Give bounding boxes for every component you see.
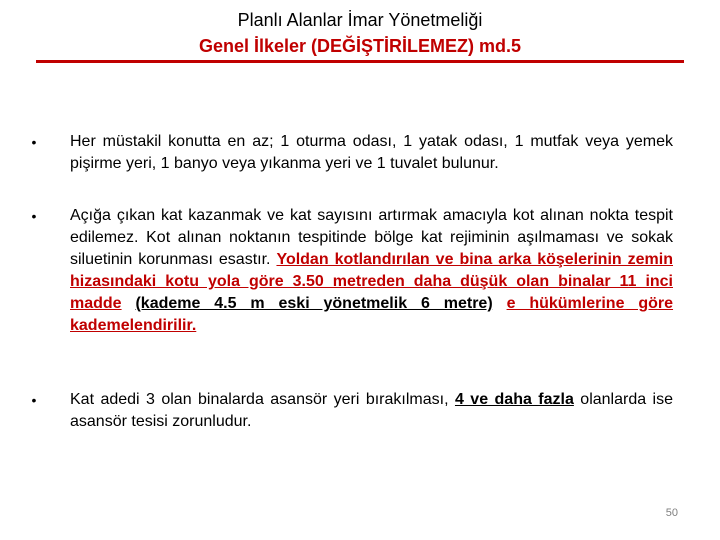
slide-subtitle: Genel İlkeler (DEĞİŞTİRİLEMEZ) md.5 [198,36,522,56]
slide-title: Planlı Alanlar İmar Yönetmeliği [237,10,483,30]
bullet-marker: • [31,208,37,224]
regulation-note: (kademe 4.5 m eski yönetmelik 6 metre) [135,295,493,312]
bullet-text-plain: Açığa çıkan kat kazanmak ve kat sayısını artırmak amacıyla kot alınan nokta tespit edilemez. Kot alınan noktanın tespitinde bölge kat rejiminin aşılmaması ve sokak siluetinin korunması esastır. [70,207,673,268]
bullet-text-rest: olanlarda ise asansör tesisi zorunludur. [70,391,674,430]
page-number: 50 [665,507,678,519]
highlighted-rule-text-end: e hükümlerine göre kademelendirilir. [70,295,674,334]
text-space [122,295,136,312]
highlighted-rule-text: Yoldan kotlandırılan ve bina arka köşelerinin zemin hizasındaki kotu yola göre 3.50 metreden daha düşük olan binalar 11 inci madde [70,251,673,312]
bullet-marker: • [31,392,37,408]
text-space [493,295,507,312]
bullet-text [70,389,673,433]
bullet-text [70,205,673,337]
bullet-text-plain: Kat adedi 3 olan binalarda asansör yeri bırakılması, [70,391,455,408]
bullet-marker: • [31,134,37,150]
title-divider [36,60,684,63]
bullet-text: Her müstakil konutta en az; 1 oturma odası, 1 yatak odası, 1 mutfak veya yemek pişirme yeri, 1 banyo veya yıkanma yeri ve 1 tuvalet bulunur. [70,133,673,172]
emphasized-text: 4 ve daha fazla [454,391,574,408]
